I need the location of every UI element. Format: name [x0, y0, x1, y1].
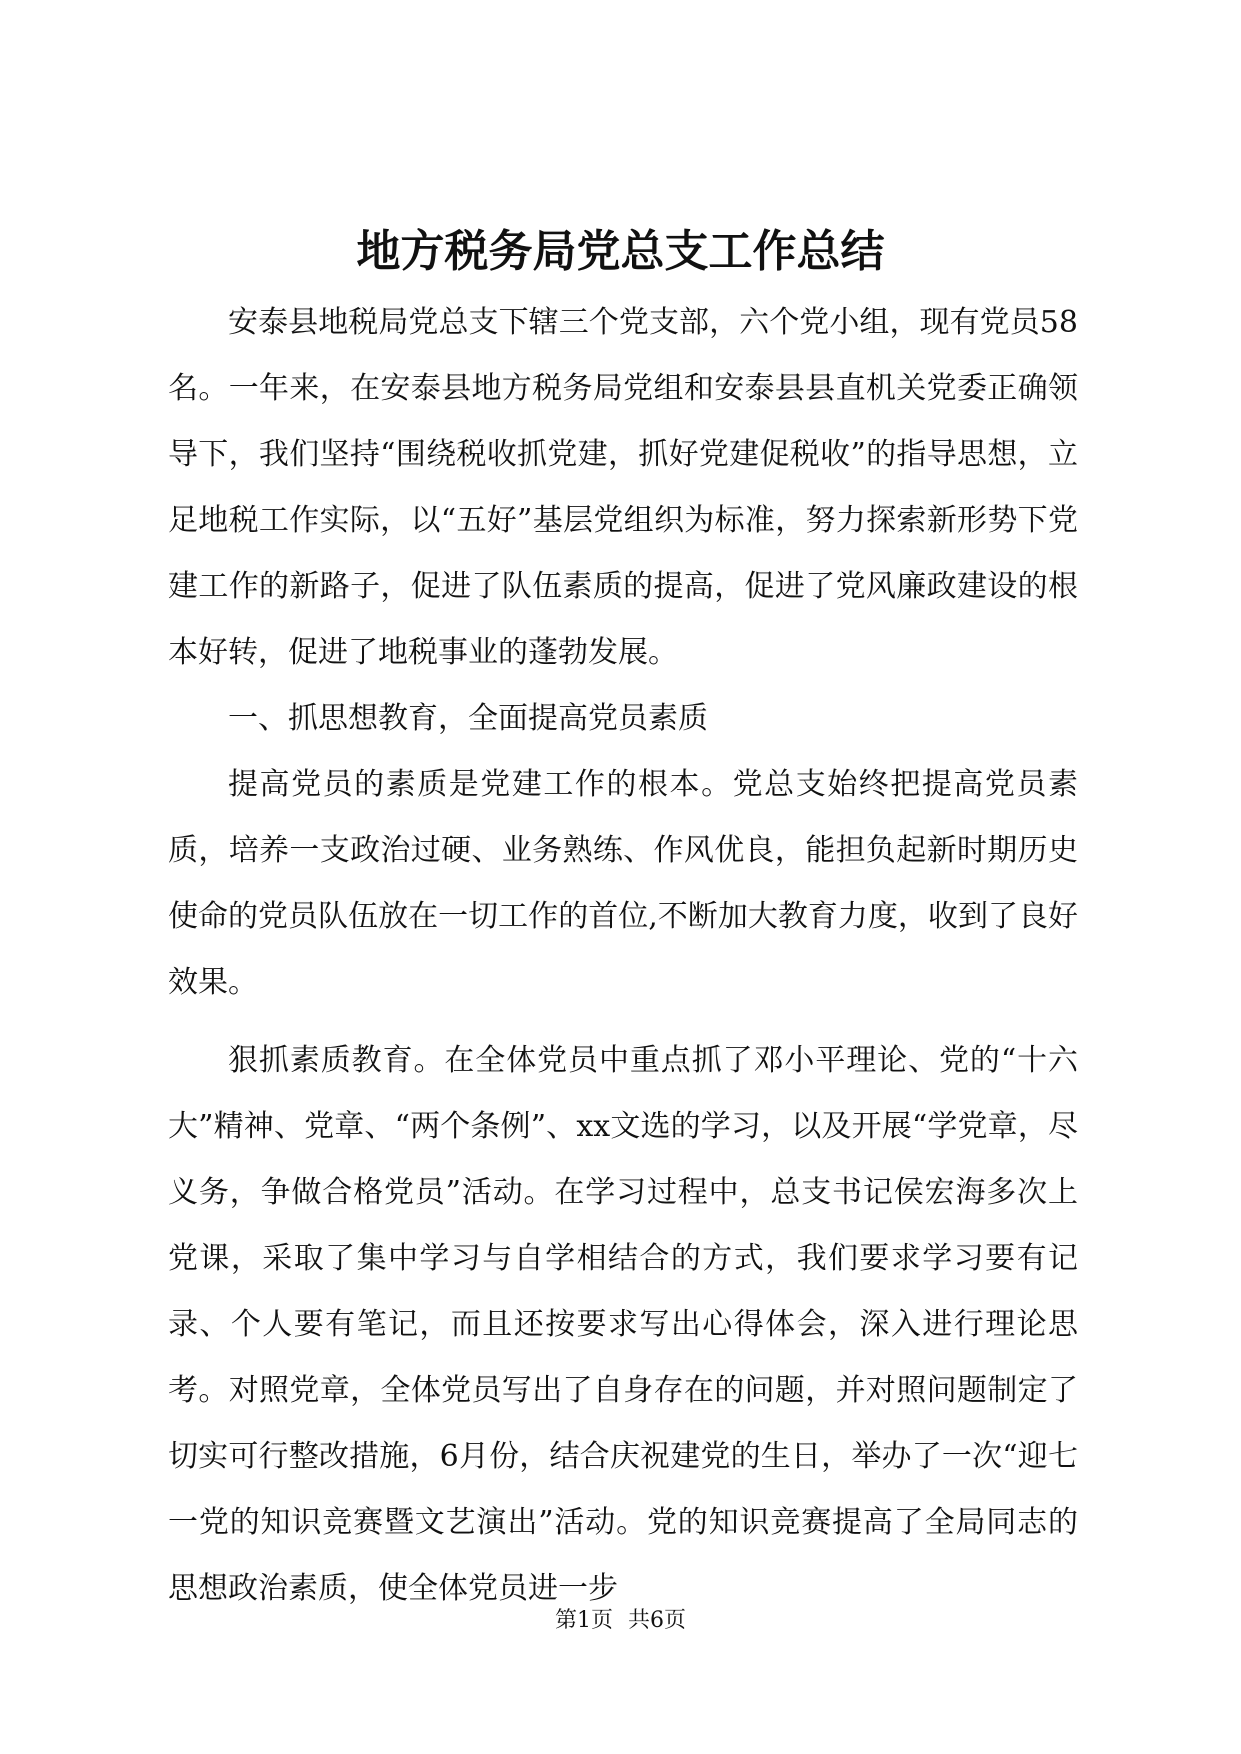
page-footer [0, 1606, 1241, 1636]
paragraph-education: 狠抓素质教育。在全体党员中重点抓了邓小平理论、党的“十六大”精神、党章、“两个条例”、xx文选的学习，以及开展“学党章，尽义务，争做合格党员”活动。在学习过程中，总支书记侯宏海多次上党课，采取了集中学习与自学相结合的方式，我们要求学习要有记录、个人要有笔记，而且还按要求写出心得体会，深入进行理论思考。对照党章，全体党员写出了自身存在的问题，并对照问题制定了切实可行整改措施，6月份，结合庆祝建党的生日，举办了一次“迎七一党的知识竞赛暨文艺演出”活动。党的知识竞赛提高了全局同志的思想政治素质，使全体党员进一步 [168, 1043, 1078, 1606]
page-number: 第1页 [555, 1608, 613, 1633]
document-body [168, 290, 1078, 1622]
paragraph-quality: 提高党员的素质是党建工作的根本。党总支始终把提高党员素质，培养一支政治过硬、业务熟练、作风优良，能担负起新时期历史使命的党员队伍放在一切工作的首位,不断加大教育力度，收到了良好效果。 [168, 767, 1078, 1000]
paragraph-intro: 安泰县地税局党总支下辖三个党支部，六个党小组，现有党员58名。一年来，在安泰县地方税务局党组和安泰县县直机关党委正确领导下，我们坚持“围绕税收抓党建，抓好党建促税收”的指导思想，立足地税工作实际，以“五好”基层党组织为标准，努力探索新形势下党建工作的新路子，促进了队伍素质的提高，促进了党风廉政建设的根本好转，促进了地税事业的蓬勃发展。 [168, 305, 1078, 670]
document-title: 地方税务局党总支工作总结 [356, 226, 885, 277]
page-total: 共6页 [628, 1608, 686, 1633]
section-heading-1: 一、抓思想教育，全面提高党员素质 [228, 701, 708, 736]
